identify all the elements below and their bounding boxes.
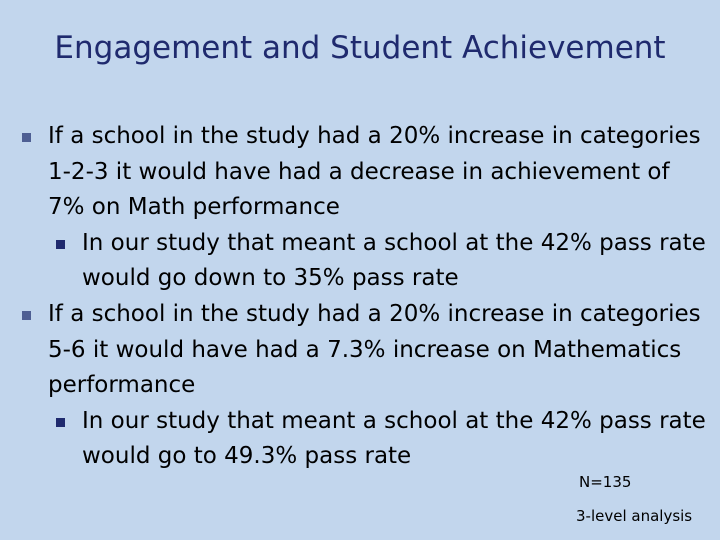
square-bullet-icon	[56, 240, 65, 249]
bullet-item-1	[22, 119, 712, 226]
sample-size-label: N=135	[579, 473, 632, 491]
bullet-text: If a school in the study had a 20% increase in categories 5-6 it would have had a 7.3% increase on Mathematics performance	[48, 300, 701, 399]
sub-bullet-item-2	[22, 404, 712, 475]
bullet-text: If a school in the study had a 20% increase in categories 1-2-3 it would have had a decrease in achievement of 7% on Math performance	[48, 123, 701, 221]
square-bullet-icon	[22, 133, 31, 142]
sub-bullet-text: In our study that meant a school at the 42% pass rate would go to 49.3% pass rate	[82, 407, 706, 470]
bullet-list	[22, 119, 712, 475]
square-bullet-icon	[22, 311, 31, 320]
slide-title: Engagement and Student Achievement	[54, 30, 666, 66]
square-bullet-icon	[56, 418, 65, 427]
sub-bullet-item-1	[22, 226, 712, 297]
bullet-item-2	[22, 297, 712, 404]
analysis-label: 3-level analysis	[576, 507, 693, 525]
sub-bullet-text: In our study that meant a school at the 42% pass rate would go down to 35% pass rate	[82, 229, 706, 292]
